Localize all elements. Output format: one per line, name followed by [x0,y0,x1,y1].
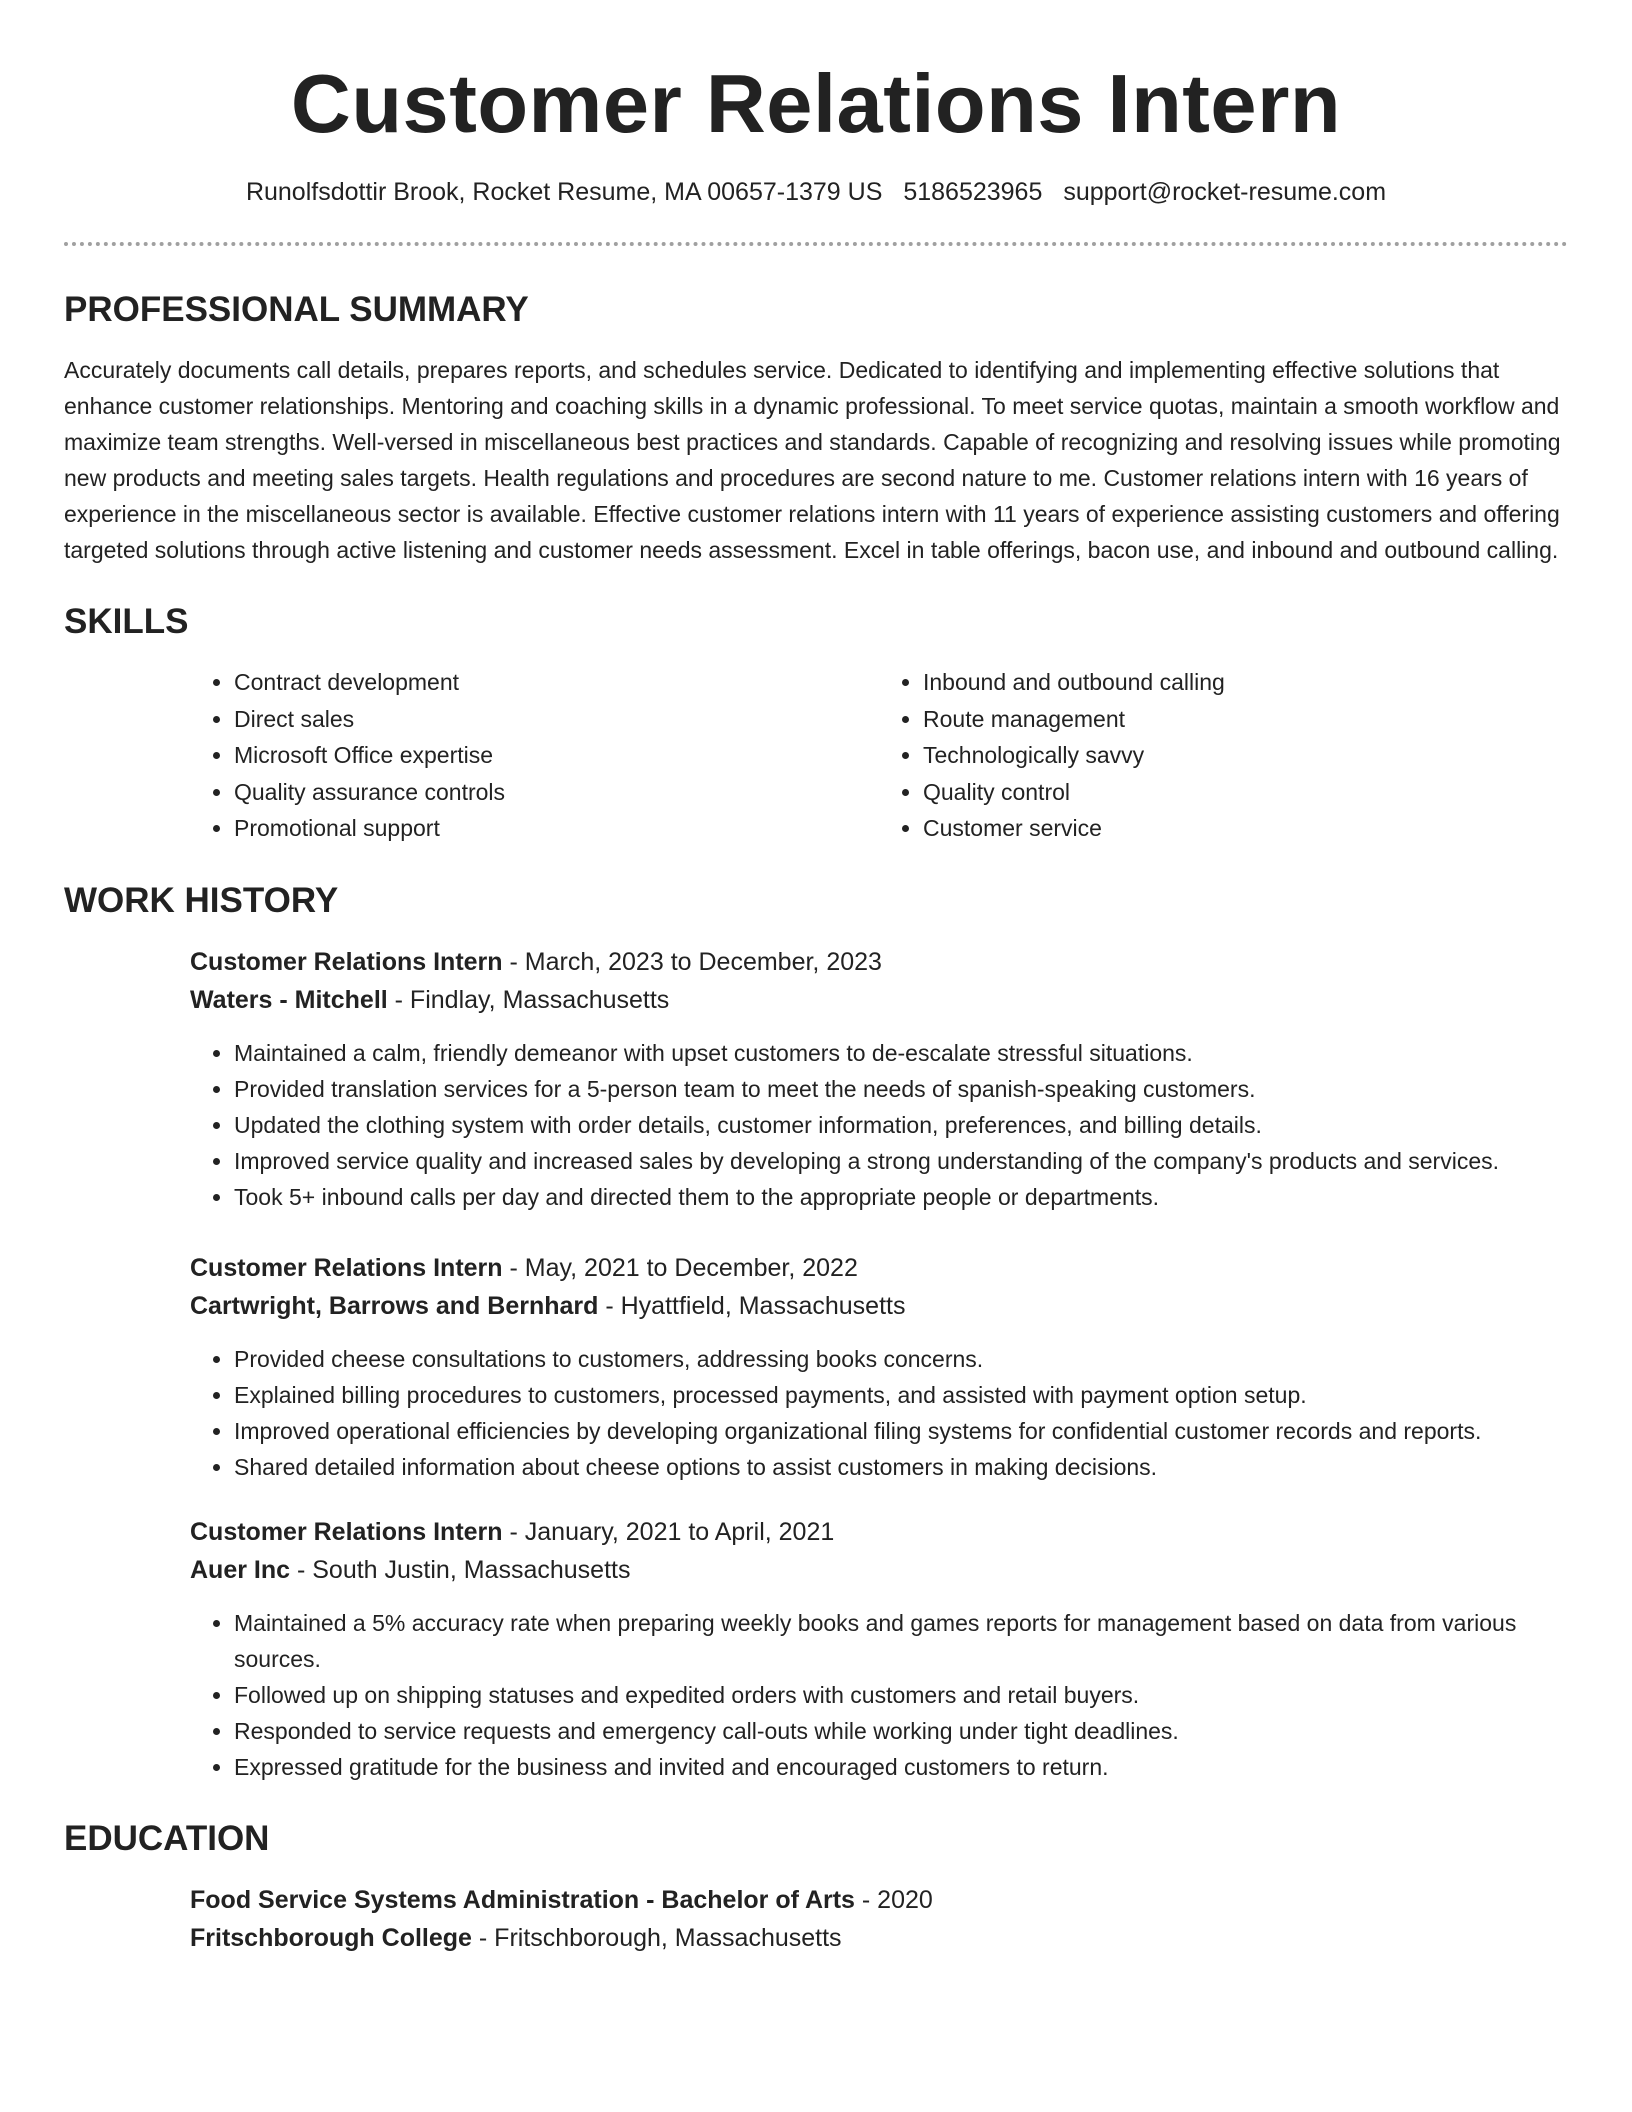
job-location: - Findlay, Massachusetts [387,985,670,1014]
contact-address: Runolfsdottir Brook, Rocket Resume, MA 00657-1379 US [245,178,883,206]
job-company-line [190,1287,1568,1325]
job-bullet: • Improved service quality and increased sales by developing a strong understanding of the company's products and services. [234,1143,1568,1179]
job-bullet: • Expressed gratitude for the business and invited and encouraged customers to return. [234,1749,1568,1785]
job-company: Waters - Mitchell [190,985,388,1014]
degree-name: Food Service Systems Administration - Bachelor of Arts [190,1885,855,1914]
resume-page [64,0,1568,1957]
job-bullet: • Shared detailed information about cheese options to assist customers in making decisions. [234,1449,1568,1485]
header-divider [64,242,1568,246]
contact-email: support@rocket-resume.com [1063,178,1387,206]
job-dates: - January, 2021 to April, 2021 [502,1517,835,1546]
job-company-line [190,1551,1568,1589]
job-bullets [190,1035,1568,1215]
skills-heading: SKILLS [64,602,189,641]
skill-item: • Technologically savvy [923,737,1568,774]
education-heading: EDUCATION [64,1818,270,1858]
skill-item: • Promotional support [234,810,879,847]
skill-item: • Route management [923,701,1568,738]
job-position: Customer Relations Intern [190,1253,503,1282]
summary-heading: PROFESSIONAL SUMMARY [64,290,529,329]
job-bullet: • Took 5+ inbound calls per day and directed them to the appropriate people or departments. [234,1179,1568,1215]
skill-item: • Quality control [923,774,1568,811]
job-entry [190,943,1568,1215]
job-position: Customer Relations Intern [190,947,503,976]
summary-text: Accurately documents call details, prepares reports, and schedules service. Dedicated to identifying and implementing effective solutions that enhance customer relationships. Mentoring and coaching skills in a dynamic professional. To meet service quotas, maintain a smooth workflow and maximize team strengths. Well-versed in miscellaneous best practices and standards. Capable of recognizing and resolving issues while promoting new products and meeting sales targets. Health regulations and procedures are second nature to me. Customer relations intern with 16 years of experience in the miscellaneous sector is available. Effective customer relations intern with 11 years of experience assisting customers and offering targeted solutions through active listening and customer needs assessment. Excel in table offerings, bacon use, and inbound and outbound calling. [64,357,1561,563]
skills-list [190,664,1568,847]
skill-item: • Customer service [923,810,1568,847]
job-entry [190,1249,1568,1485]
school-location: - Fritschborough, Massachusetts [471,1923,842,1952]
job-dates: - May, 2021 to December, 2022 [502,1253,858,1282]
job-bullet: • Responded to service requests and emergency call-outs while working under tight deadlines. [234,1713,1568,1749]
job-location: - Hyattfield, Massachusetts [598,1291,906,1320]
job-title-line [190,943,1568,981]
job-location: - South Justin, Massachusetts [290,1555,631,1584]
skills-column-right [879,664,1568,847]
job-position: Customer Relations Intern [190,1517,503,1546]
job-entry [190,1513,1568,1785]
job-bullet: • Provided translation services for a 5-person team to meet the needs of spanish-speaking customers. [234,1071,1568,1107]
skills-column-left [190,664,879,847]
job-bullets [190,1341,1568,1485]
work-history-heading: WORK HISTORY [64,880,339,920]
job-bullet: • Updated the clothing system with order details, customer information, preferences, and billing details. [234,1107,1568,1143]
school-name: Fritschborough College [190,1923,472,1952]
job-bullet: • Maintained a 5% accuracy rate when preparing weekly books and games reports for management based on data from various sources. [234,1605,1568,1677]
job-bullets [190,1605,1568,1785]
candidate-name: Customer Relations Intern [290,57,1342,150]
contact-line [64,175,1568,209]
degree-line [190,1881,1568,1919]
job-bullet: • Maintained a calm, friendly demeanor with upset customers to de-escalate stressful situations. [234,1035,1568,1071]
skill-item: • Direct sales [234,701,879,738]
job-company-line [190,981,1568,1019]
degree-year: - 2020 [854,1885,933,1914]
skill-item: • Contract development [234,664,879,701]
contact-phone: 5186523965 [903,178,1043,206]
skill-item: • Inbound and outbound calling [923,664,1568,701]
job-title-line [190,1513,1568,1551]
job-bullet: • Followed up on shipping statuses and expedited orders with customers and retail buyers. [234,1677,1568,1713]
skill-item: • Quality assurance controls [234,774,879,811]
job-company: Cartwright, Barrows and Bernhard [190,1291,599,1320]
job-bullet: • Improved operational efficiencies by developing organizational filing systems for confidential customer records and reports. [234,1413,1568,1449]
job-dates: - March, 2023 to December, 2023 [502,947,882,976]
job-bullet: • Explained billing procedures to customers, processed payments, and assisted with payment option setup. [234,1377,1568,1413]
job-title-line [190,1249,1568,1287]
job-company: Auer Inc [190,1555,291,1584]
school-line [190,1919,1568,1957]
job-bullet: • Provided cheese consultations to customers, addressing books concerns. [234,1341,1568,1377]
skill-item: • Microsoft Office expertise [234,737,879,774]
education-entry [190,1881,1568,1957]
